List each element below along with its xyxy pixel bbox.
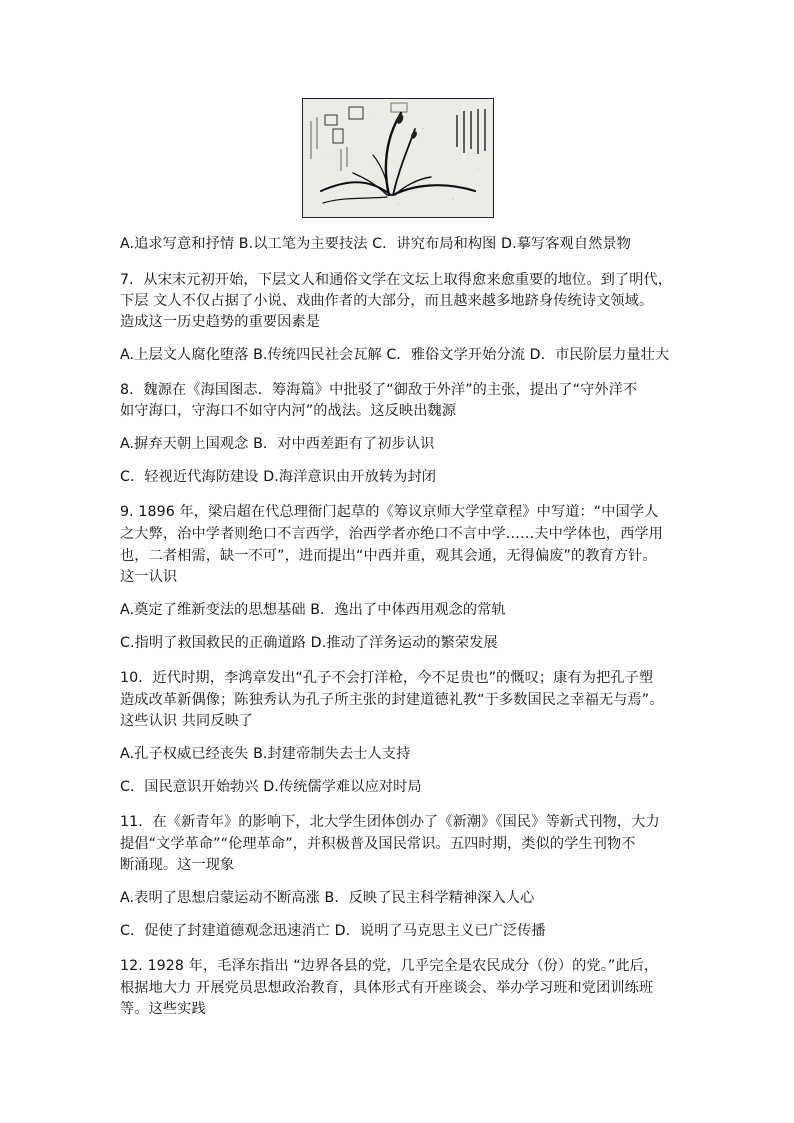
q9-stem-line-1: 9. 1896 年，梁启超在代总理衙门起草的《筹议京师大学堂章程》中写道：“中国学人 [120,504,659,520]
orchid-ink-painting [302,98,494,218]
q11-stem-line-1: 11．在《新青年》的影响下，北大学生团体创办了《新潮》《国民》等新式刊物，大力 [120,814,660,830]
q10-options-line-1: A.孔子权威已经丧失 B.封建帝制失去士人支持 [120,746,411,762]
orchid-ink-painting-icon [303,99,494,218]
q11-stem-line-3: 断涌现。这一现象 [120,857,235,873]
q9-options-line-1: A.奠定了维新变法的思想基础 B．逸出了中体西用观念的常轨 [120,602,506,618]
q12-stem-line-3: 等。这些实践 [120,1001,206,1017]
q9-stem-line-4: 这一认识 [120,569,178,585]
q9-stem-line-2: 之大弊，治中学者则绝口不言西学，治西学者亦绝口不言中学……夫中学体也，西学用 [120,526,663,542]
q7-stem-line-3: 造成这一历史趋势的重要因素是 [120,314,321,330]
q8-stem-line-1: 8．魏源在《海国图志．筹海篇》中批驳了“御敌于外洋”的主张，提出了“守外洋不 [120,382,638,398]
q10-stem-line-1: 10．近代时期，李鸿章发出“孔子不会打洋枪，今不足贵也”的慨叹；康有为把孔子塑 [120,670,654,686]
q11-stem-line-2: 提倡“文学革命”“伦理革命”，并积极普及国民常识。五四时期，类似的学生刊物不 [120,836,636,852]
q10-stem-line-3: 这些认识 共同反映了 [120,713,254,729]
q12-stem-line-2: 根据地大力 开展党员思想政治教育，具体形式有开座谈会、举办学习班和党团训练班 [120,980,654,996]
q9-stem-line-3: 也，二者相需，缺一不可”，进而提出“中西并重，观其会通，无得偏废”的教育方针。 [120,548,657,564]
q7-options: A.上层文人腐化堕落 B.传统四民社会瓦解 C．雅俗文学开始分流 D．市民阶层力量壮大 [120,347,670,363]
q12-stem-line-1: 12. 1928 年，毛泽东指出 “边界各县的党，几乎完全是农民成分（份）的党。”此后， [120,958,659,974]
q8-options-line-1: A.摒弃天朝上国观念 B．对中西差距有了初步认识 [120,436,435,452]
q6-options: A.追求写意和抒情 B.以工笔为主要技法 C．讲究布局和构图 D.摹写客观自然景物 [120,236,631,252]
q11-options-line-1: A.表明了思想启蒙运动不断高涨 B．反映了民主科学精神深入人心 [120,890,535,906]
q9-options-line-2: C.指明了救国救民的正确道路 D.推动了洋务运动的繁荣发展 [120,635,498,651]
q7-stem-line-2: 下层 文人不仅占据了小说、戏曲作者的大部分，而且越来越多地跻身传统诗文领域。 [120,293,654,309]
q8-options-line-2: C．轻视近代海防建设 D.海洋意识由开放转为封闭 [120,469,437,485]
q7-stem-line-1: 7．从宋末元初开始，下层文人和通俗文学在文坛上取得愈来愈重要的地位。到了明代， [120,272,673,288]
q11-options-line-2: C．促使了封建道德观念迅速消亡 D．说明了马克思主义已广泛传播 [120,923,546,939]
q10-options-line-2: C．国民意识开始勃兴 D.传统儒学难以应对时局 [120,779,422,795]
q8-stem-line-2: 如守海口，守海口不如守内河”的战法。这反映出魏源 [120,403,457,419]
q10-stem-line-2: 造成改革新偶像；陈独秀认为孔子所主张的封建道德礼教“于多数国民之幸福无与焉”。 [120,692,664,708]
